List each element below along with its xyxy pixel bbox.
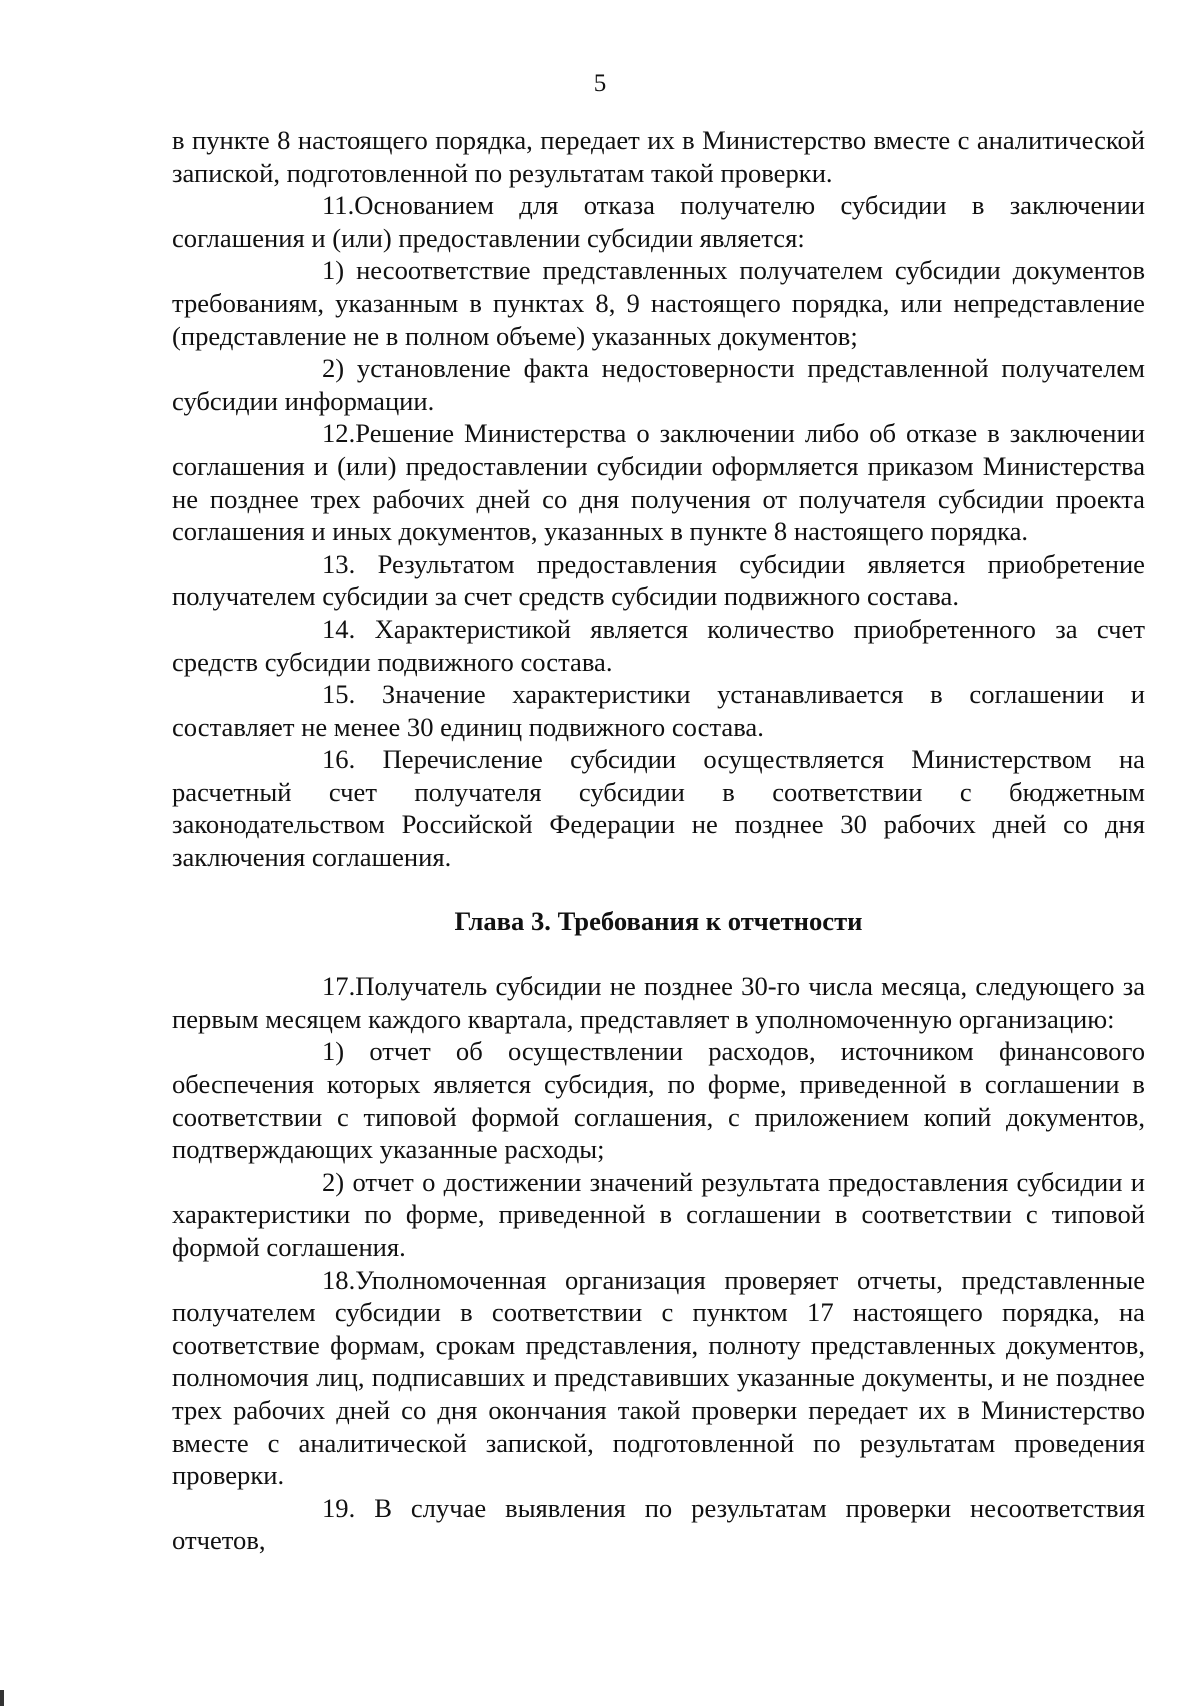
paragraph-number: 19. <box>322 1492 356 1523</box>
paragraph-text: Основанием для отказа получателю субсидии в заключении соглашения и (или) предоставлении субсидии является: <box>172 190 1145 253</box>
paragraph-text: Значение характеристики устанавливается в соглашении и составляет не менее 30 единиц подвижного состава. <box>172 679 1145 742</box>
subitem-2 <box>172 1166 1145 1264</box>
paragraph-13 <box>172 548 1145 613</box>
paragraph-number: 18. <box>322 1264 356 1295</box>
paragraph-number: 13. <box>322 548 356 579</box>
paragraph-17 <box>172 970 1145 1035</box>
paragraph-number: 14. <box>322 613 356 644</box>
page-number: 5 <box>593 70 607 97</box>
paragraph-text: В случае выявления по результатам проверки несоответствия отчетов, <box>172 1492 1145 1556</box>
paragraph-number: 11. <box>322 190 355 221</box>
subitem-text: отчет об осуществлении расходов, источником финансового обеспечения которых является субсидия, по форме, приведенной в соглашении в соответствии с типовой формой соглашения, с приложением копий документов, подтверждающих указанные расходы; <box>172 1036 1145 1165</box>
subitem-text: отчет о достижении значений результата предоставления субсидии и характеристики по форме, приведенной в соглашении в соответствии с типовой формой соглашения. <box>172 1166 1145 1262</box>
scan-edge-mark <box>0 1690 4 1706</box>
subitem-text: несоответствие представленных получателем субсидии документов требованиям, указанным в пунктах 8, 9 настоящего порядка, или непредставление (представление не в полном объеме) указанных документов; <box>172 255 1145 351</box>
paragraph-text: в пункте 8 настоящего порядка, передает их в Министерство вместе с аналитической запиской, подготовленной по результатам такой проверки. <box>172 125 1145 188</box>
paragraph-19 <box>172 1492 1145 1557</box>
subitem-number: 1) <box>322 255 345 286</box>
chapter-heading: Глава 3. Требования к отчетности <box>454 905 863 936</box>
paragraph-text: Получатель субсидии не позднее 30-го числа месяца, следующего за первым месяцем каждого квартала, представляет в уполномоченную организацию: <box>172 971 1145 1034</box>
paragraph-14 <box>172 613 1145 678</box>
document-body <box>172 124 1145 1557</box>
paragraph-text: Характеристикой является количество приобретенного за счет средств субсидии подвижного состава. <box>172 613 1145 677</box>
paragraph-text: Результатом предоставления субсидии является приобретение получателем субсидии за счет средств субсидии подвижного состава. <box>172 548 1145 612</box>
paragraph-number: 15. <box>322 679 356 710</box>
paragraph-number: 12. <box>322 418 356 449</box>
subitem-number: 1) <box>322 1036 345 1067</box>
paragraph-text: Уполномоченная организация проверяет отчеты, представленные получателем субсидии в соответствии с пунктом 17 настоящего порядка, на соответствие формам, срокам представления, полноту представленных документов, полномочия лиц, подписавших и представивших указанные документы, и не позднее трех рабочих дней со дня окончания такой проверки передает их в Министерство вместе с аналитической запиской, подготовленной по результатам проведения проверки. <box>172 1264 1145 1491</box>
subitem-2 <box>172 352 1145 417</box>
paragraph-12 <box>172 417 1145 547</box>
subitem-number: 2) <box>322 353 345 384</box>
subitem-1 <box>172 1035 1145 1165</box>
paragraph-18 <box>172 1264 1145 1492</box>
paragraph-11 <box>172 189 1145 254</box>
paragraph-continuation <box>172 124 1145 189</box>
subitem-1 <box>172 254 1145 352</box>
subitem-text: установление факта недостоверности представленной получателем субсидии информации. <box>172 353 1145 416</box>
paragraph-16 <box>172 743 1145 873</box>
subitem-number: 2) <box>322 1166 345 1197</box>
paragraph-number: 17. <box>322 971 356 1002</box>
paragraph-text: Решение Министерства о заключении либо об отказе в заключении соглашения и (или) предоставлении субсидии оформляется приказом Министерства не позднее трех рабочих дней со дня получения от получателя субсидии проекта соглашения и иных документов, указанных в пункте 8 настоящего порядка. <box>172 418 1145 547</box>
paragraph-text: Перечисление субсидии осуществляется Министерством на расчетный счет получателя субсидии в соответствии с бюджетным законодательством Российской Федерации не позднее 30 рабочих дней со дня заключения соглашения. <box>172 744 1145 873</box>
paragraph-15 <box>172 678 1145 743</box>
paragraph-number: 16. <box>322 744 356 775</box>
